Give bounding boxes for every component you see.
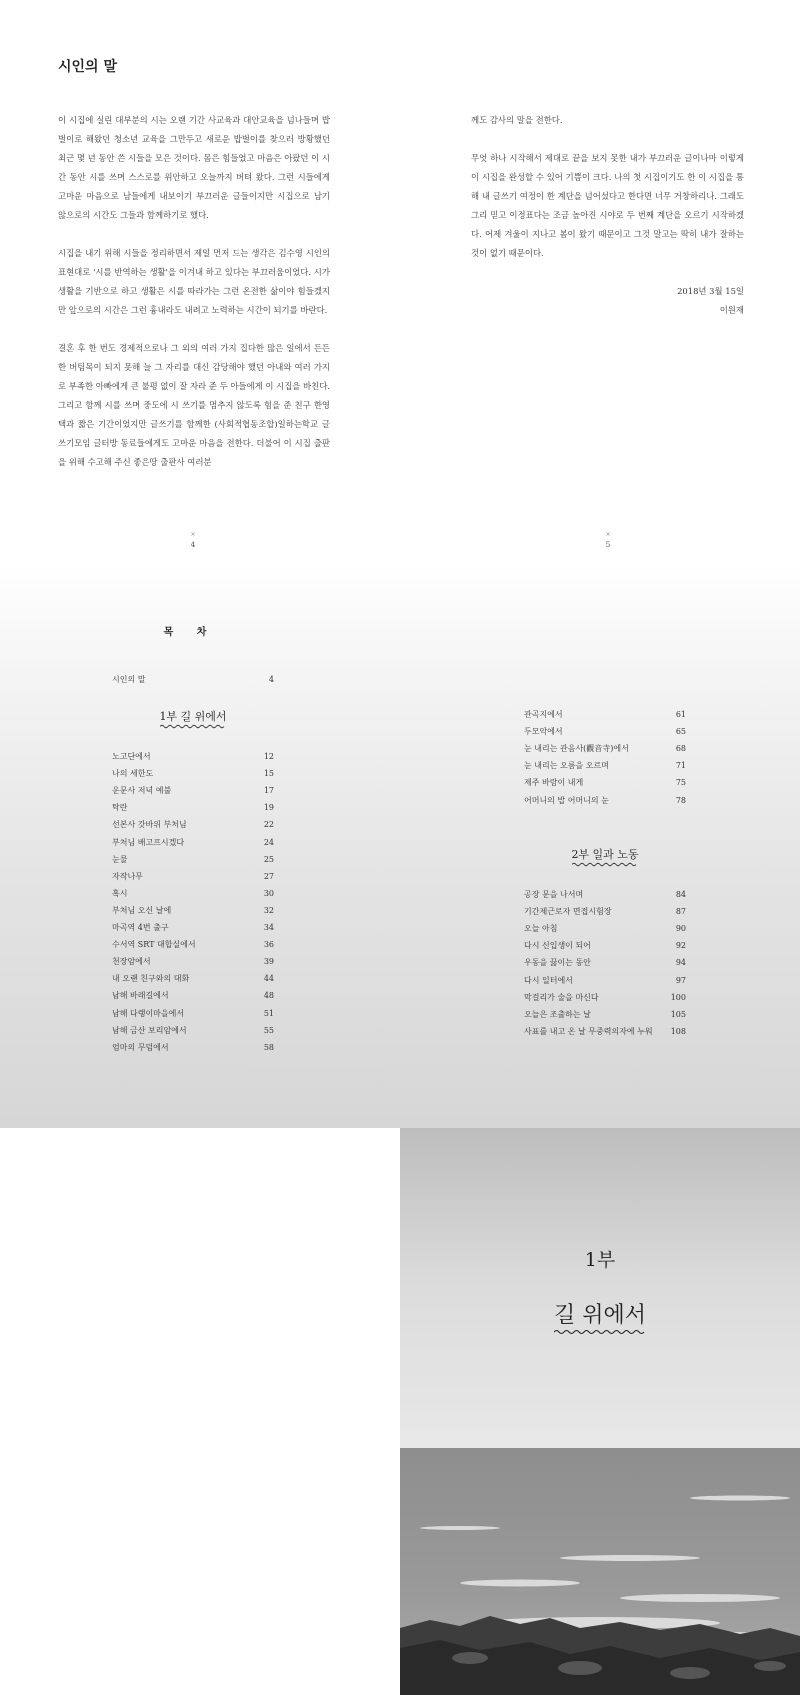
toc-item-label: 관곡지에서: [524, 710, 563, 719]
preface-spread: [0, 0, 800, 562]
preface-paragraph: 이 시집에 실린 대부분의 시는 오랜 기간 사교육과 대안교육을 넘나들며 밥벌이로 해왔던 청소년 교육을 그만두고 새로운 밥벌이를 찾으러 방황했던 최근 몇 년 동안 쓴 시들을 모은 것이다. 몸은 힘들었고 마음은 아팠던 이 시간 동안 시를 쓰며 스스로를 위안하고 오늘까지 버텨 왔다. 그런 시들에게 고마운 마음으로 남들에게 내보이기 부끄러운 글들이지만 시집으로 남기 않으로의 시간도 그들과 함께하기로 했다.: [58, 115, 330, 220]
page-number-text: 4: [190, 540, 196, 549]
toc-item-label: 눈물: [112, 854, 128, 864]
preface-left-column: [58, 111, 330, 491]
toc-item-label: 부처님 배고프시겠다: [112, 837, 185, 847]
toc-item-label: 다시 일터에서: [524, 975, 573, 985]
toc-item-label: 어머니의 밥 어머니의 눈: [524, 795, 609, 805]
ornament-icon: ×: [190, 531, 196, 538]
part-title-text: 길 위에서: [553, 1303, 646, 1328]
ornament-icon: ×: [605, 531, 611, 538]
toc-item-page: 44: [263, 974, 274, 984]
toc-spread: [0, 562, 800, 1128]
wave-underline-icon: [554, 1329, 646, 1335]
toc-item-page: 25: [263, 854, 274, 864]
toc-item-label: 선본사 갓바위 부처님: [112, 820, 187, 830]
toc-item-page: 27: [263, 871, 274, 881]
toc-item-label: 부처님 오신 날에: [112, 905, 172, 915]
toc-item-label: 남해 다랭이마을에서: [112, 1008, 185, 1018]
toc-item-label: 우동을 끓이는 동안: [524, 958, 591, 968]
part1-heading: [112, 708, 274, 729]
page-number-right: [598, 530, 618, 550]
toc-item-label: 제주 바람이 내게: [524, 778, 584, 788]
toc-item-label: 자작나무: [112, 871, 143, 881]
preface-author: 이원재: [719, 305, 744, 315]
preface-paragraph: 께도 감사의 말을 전한다.: [471, 115, 563, 125]
toc-item-label: 오늘 아침: [524, 924, 558, 934]
toc-item-page: 105: [670, 1009, 686, 1019]
toc-title: 목 차: [163, 627, 217, 638]
toc-item-label: 수서역 SRT 대합실에서: [112, 940, 196, 950]
toc-item-page: 65: [675, 727, 686, 737]
toc-item-label: 막걸리가 술을 마신다: [524, 992, 599, 1002]
toc-item-page: 34: [263, 923, 274, 932]
toc-item-page: 24: [263, 837, 274, 847]
toc-item-page: 61: [675, 710, 686, 719]
part2-heading-text: 2부 일과 노동: [571, 848, 639, 861]
toc-item-label: 탁란: [112, 803, 128, 813]
part1-heading-text: 1부 길 위에서: [159, 710, 227, 723]
toc-item-page: 100: [670, 992, 686, 1002]
toc-item-label: 사표를 내고 온 날 무중력의자에 누워: [524, 1026, 653, 1036]
toc-item-label: 공장 문을 나서며: [524, 890, 584, 899]
toc-item-page: 94: [675, 958, 686, 968]
wave-underline-icon: [160, 724, 226, 729]
preface-date: 2018년 3월 15일: [677, 286, 744, 296]
toc-item-page: 36: [263, 940, 274, 950]
preface-paragraph: 시집을 내기 위해 시들을 정리하면서 제일 먼저 드는 생각은 김수영 시인의 표현대로 '시를 반역하는 생활'을 이겨내 하고 있다는 부끄러움이었다. 시가 생활을 기반으로 하고 생활은 시를 따라가는 그런 온전한 삶이야 힘들겠지만 앞으로의 시간은 그런 흉내라도 내려고 노력하는 시간이 되기를 바란다.: [58, 248, 330, 315]
toc-item-page: 39: [263, 957, 274, 967]
toc-item-page: 71: [675, 761, 686, 771]
toc-item-label: 오늘은 조출하는 날: [524, 1009, 591, 1019]
toc-item-label: 두모악에서: [524, 727, 563, 737]
toc-item-label: 노고단에서: [112, 752, 151, 761]
part-title-page: [400, 1128, 800, 1695]
wave-underline-icon: [572, 862, 638, 867]
part-number: 1부: [584, 1249, 616, 1271]
blank-page: [0, 1128, 400, 1695]
toc-item-page: 19: [263, 803, 274, 813]
toc-item-page: 4: [268, 675, 274, 684]
part-title: [400, 1298, 800, 1335]
toc-item-page: 90: [675, 924, 686, 934]
preface-paragraph: 결혼 후 한 번도 경제적으로나 그 외의 여러 가지 집다한 많은 일에서 든든한 버팀목이 되지 못해 늘 그 자리를 대신 감당해야 했던 아내와 여러 가지로 부족한 아빠에게 큰 불평 없이 잘 자라 준 두 아들에게 이 시집을 바친다. 그리고 함께 시를 쓰며 중도에 시 쓰기를 멈추지 않도록 힘을 준 친구 한영택과 짧은 기간이었지만 글쓰기를 함께한 (사회적협동조합)일하는학교 글쓰기모임 글터방 동료들에게도 고마운 마음을 전한다. 더불어 이 시집 출판을 위해 수고해 주신 좋은땅 출판사 여러분: [58, 343, 330, 467]
toc-item-page: 68: [675, 744, 686, 754]
page-title: 시인의 말: [58, 59, 117, 75]
toc-item-page: 17: [263, 786, 274, 796]
toc-item-label: 마곡역 4번 출구: [112, 923, 169, 932]
toc-item-page: 30: [263, 888, 274, 898]
toc-item-label: 혹시: [112, 888, 128, 898]
toc-item-label: 기간제근로자 면접시험장: [524, 907, 612, 917]
preface-paragraph: 무엇 하나 시작해서 제대로 끝을 보지 못한 내가 부끄러운 글이나마 이렇게 이 시집을 완성할 수 있어 기쁨이 크다. 나의 첫 시집이기도 한 이 시집을 통해 내 글쓰기 여정이 한 계단을 넘어섰다고 한다면 너무 거창하리나. 그래도 그리 믿고 이정표다는 조금 높아진 시야로 두 번째 계단을 오르기 시작하겠다. 어제 겨울이 지나고 봄이 왔기 때문이고 그것 말고는 딱히 내가 잘하는 것이 없기 때문이다.: [471, 153, 744, 258]
toc-item-label: 눈 내리는 관음사(觀音寺)에서: [524, 744, 629, 754]
toc-item-label: 내 오랜 친구와의 대화: [112, 974, 190, 984]
toc-item-page: 12: [263, 752, 274, 761]
toc-item-page: 108: [670, 1026, 686, 1036]
toc-item-page: 92: [675, 941, 686, 951]
toc-item-page: 75: [675, 778, 686, 788]
sea-photo-icon: [400, 1128, 800, 1695]
preface-right-column: [471, 111, 744, 320]
signature-block: [471, 282, 744, 320]
toc-item-label: 눈 내리는 오름을 오르며: [524, 761, 609, 771]
part2-heading: [524, 846, 686, 867]
toc-item-page: 55: [263, 1025, 274, 1035]
toc-item-label: 남해 금산 보리암에서: [112, 1025, 187, 1035]
toc-item-label: 다시 신입생이 되어: [524, 941, 591, 951]
toc-item-page: 87: [675, 907, 686, 917]
toc-item-label: 시인의 말: [112, 675, 146, 684]
toc-item-page: 48: [263, 991, 274, 1001]
toc-item-label: 운문사 저녁 예불: [112, 786, 172, 796]
toc-item-page: 22: [263, 820, 274, 830]
toc-item-page: 15: [263, 769, 274, 779]
toc-item-label: 남해 바래길에서: [112, 991, 169, 1001]
toc-item-page: 58: [263, 1042, 274, 1052]
toc-item-label: 천장암에서: [112, 957, 151, 967]
toc-item-page: 84: [675, 890, 686, 899]
toc-item-label: 나의 세한도: [112, 769, 154, 779]
toc-item-page: 32: [263, 905, 274, 915]
page-number-text: 5: [605, 540, 611, 549]
toc-item-label: 엄마의 무덤에서: [112, 1042, 169, 1052]
toc-item-page: 78: [675, 795, 686, 805]
toc-item-page: 97: [675, 975, 686, 985]
toc-item-page: 51: [263, 1008, 274, 1018]
page-number-left: [183, 530, 203, 550]
